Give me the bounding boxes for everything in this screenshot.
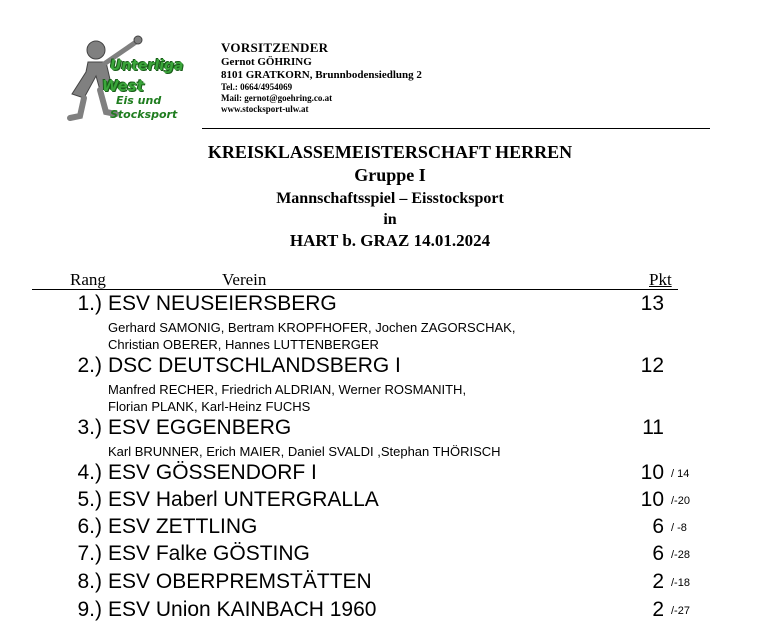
result-points: 6: [652, 515, 664, 538]
result-points: 2: [652, 598, 664, 621]
result-players: [108, 443, 501, 460]
header-points: Pkt: [649, 270, 672, 289]
result-rank: 2.): [77, 354, 102, 377]
player-line: Florian PLANK, Karl-Heinz FUCHS: [108, 399, 311, 414]
result-team: ESV EGGENBERG: [108, 416, 292, 439]
player-line: Karl BRUNNER, Erich MAIER, Daniel SVALDI ,Stephan THÖRISCH: [108, 444, 501, 459]
result-team: ESV ZETTLING: [108, 515, 258, 538]
result-team: ESV Falke GÖSTING: [108, 542, 310, 565]
result-rank: 1.): [77, 292, 102, 315]
result-points: 11: [642, 416, 664, 439]
result-diff: /-18: [671, 577, 690, 589]
result-rank: 6.): [77, 515, 102, 538]
result-diff: / -8: [671, 522, 687, 534]
event-group: Gruppe I: [354, 165, 426, 185]
player-line: Christian OBERER, Hannes LUTTENBERGER: [108, 337, 379, 352]
event-in: in: [383, 211, 397, 228]
result-diff: / 14: [671, 468, 690, 480]
result-diff: /-20: [671, 495, 690, 507]
result-team: ESV Haberl UNTERGRALLA: [108, 488, 379, 511]
table-header-divider: [32, 289, 678, 290]
header-club: Verein: [222, 270, 267, 289]
logo-text-line: Unterliga: [110, 58, 184, 74]
player-line: Gerhard SAMONIG, Bertram KROPFHOFER, Jochen ZAGORSCHAK,: [108, 320, 516, 335]
result-team: DSC DEUTSCHLANDSBERG I: [108, 354, 401, 377]
result-players: [108, 319, 515, 353]
contact-web: www.stocksport-ulw.at: [221, 103, 309, 114]
result-points: 13: [640, 292, 664, 315]
logo-text-line: Eis und: [116, 94, 162, 107]
result-rank: 9.): [77, 598, 102, 621]
result-rank: 4.): [77, 461, 102, 484]
player-line: Manfred RECHER, Friedrich ALDRIAN, Werner ROSMANITH,: [108, 382, 467, 397]
result-team: ESV OBERPREMSTÄTTEN: [108, 570, 372, 593]
header-rank: Rang: [70, 270, 106, 289]
result-team: ESV GÖSSENDORF I: [108, 461, 317, 484]
result-team: ESV Union KAINBACH 1960: [108, 598, 377, 621]
result-points: 10: [640, 488, 664, 511]
contact-tel: Tel.: 0664/4954069: [221, 81, 293, 92]
event-location-date: HART b. GRAZ 14.01.2024: [289, 231, 491, 250]
contact-block: [221, 40, 422, 114]
contact-mail: Mail: gernot@goehring.co.at: [221, 92, 333, 103]
result-rank: 8.): [77, 570, 102, 593]
result-points: 6: [652, 542, 664, 565]
result-rank: 5.): [77, 488, 102, 511]
result-players: [108, 381, 466, 415]
league-logo: [66, 28, 198, 124]
contact-role: VORSITZENDER: [221, 40, 329, 55]
header-divider: [202, 128, 710, 129]
contact-address: 8101 GRATKORN, Brunnbodensiedlung 2: [221, 68, 422, 81]
result-points: 2: [652, 570, 664, 593]
result-diff: /-27: [671, 605, 690, 617]
event-title: KREISKLASSEMEISTERSCHAFT HERREN: [207, 142, 573, 162]
result-points: 12: [640, 354, 664, 377]
logo-text-line: Stocksport: [110, 108, 178, 121]
contact-name: Gernot GÖHRING: [221, 55, 312, 68]
result-points: 10: [640, 461, 664, 484]
result-diff: /-28: [671, 549, 690, 561]
result-rank: 7.): [77, 542, 102, 565]
result-rank: 3.): [77, 416, 102, 439]
event-discipline: Mannschaftsspiel – Eisstocksport: [276, 190, 504, 207]
logo-text-line: West: [102, 77, 144, 95]
result-team: ESV NEUSEIERSBERG: [108, 292, 337, 315]
